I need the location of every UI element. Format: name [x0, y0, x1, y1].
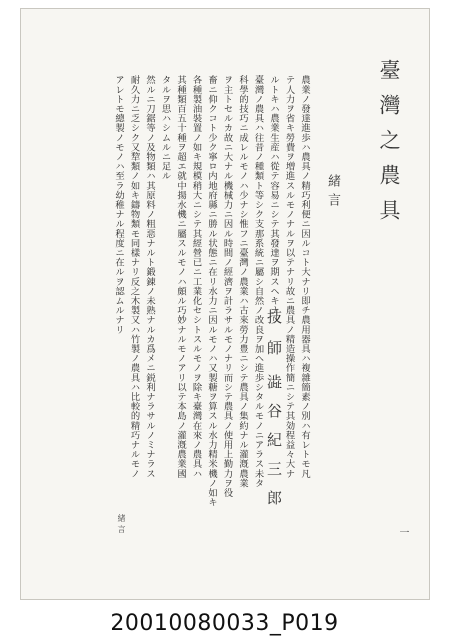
running-footer: 緒言	[117, 514, 126, 536]
body-line: ヲ主トセルカ故ニ大ナル機械力ニ因ル時間ノ經濟ヲ計ラサルモノナリ而シテ農具ノ使用上勤力ヲ役	[221, 75, 233, 498]
author-role: 技師	[265, 309, 283, 371]
body-line: 畜ニ仰クコト少ク寧ロ内地府縣ニ勝ル状態ニ在リ水力ニ因ルモノハ又製糖ヲ算スル水力精米機ノ如キ	[206, 75, 217, 507]
body-line: テ人力ヲ省キ勞費ヲ増進スルモノナルヲ以テナリ故ニ農具ノ精造操作簡ニシテ其効程益々大ナ	[283, 75, 295, 479]
body-line: 科學的技巧ニ成レルモノハ少ナシ惟フニ臺灣ノ農業ハ古來勞力豊ニシテ農具ノ集約ナル灌漑農業	[237, 75, 248, 488]
body-line: アレトモ總製ノモノハ至ラ幼稚ナル程度ニ在ルヲ認ムルナリ	[113, 75, 124, 335]
body-line: 臺灣ノ農具ハ往昔ノ種類ト等シク支那系統ニ屬シ自然ノ改良ヲ加ヘ進歩シタルモノニアラス未タ	[252, 75, 264, 488]
page-number: 一	[397, 527, 408, 537]
body-line: 然ルニ刀鋸等ノ及物類ハ其原料ノ粗惡ナルト鍛錬ノ未熟ナルカ爲メニ鋭利ナラサルノミナラス	[144, 75, 155, 479]
page-title: 臺灣之農具	[377, 59, 401, 234]
document-page	[20, 8, 430, 600]
author-name: 澁谷紀三郎	[265, 374, 283, 519]
body-line: 其種類百五十種ヲ超エ就中揚水機ニ屬スルモノハ頗ル巧妙ナルモノアリ以テ本島ノ灌漑農業國	[175, 75, 186, 479]
section-heading: 緒言	[325, 174, 340, 212]
body-line: タルヲ思ハシムルニ足ル	[159, 75, 171, 181]
body-line: 各種製油裝置ノ如キ規模稍大ニシテ其經營已ニ工業化セシトスルモノヲ除キ臺灣在來ノ農具ハ	[190, 75, 202, 479]
body-line: 耐久力ニ乏シク又犂類ノ如キ鑄物類モ同樣ナリ反之木製又ハ竹製ノ農具ハ比較的精巧ナルモノ	[128, 75, 140, 479]
image-caption: 20010080033_P019	[110, 610, 339, 636]
body-line: ルトキハ農業生産ハ從テ容易ニシテ其發達ヲ期スヘキナリ	[268, 75, 279, 325]
body-line: 農業ノ發達進歩ハ農具ノ精巧利便ニ因ルコト大ナリ即チ農用器具ハ複雜簡素ノ別ハ有レトモ凡	[299, 75, 310, 479]
